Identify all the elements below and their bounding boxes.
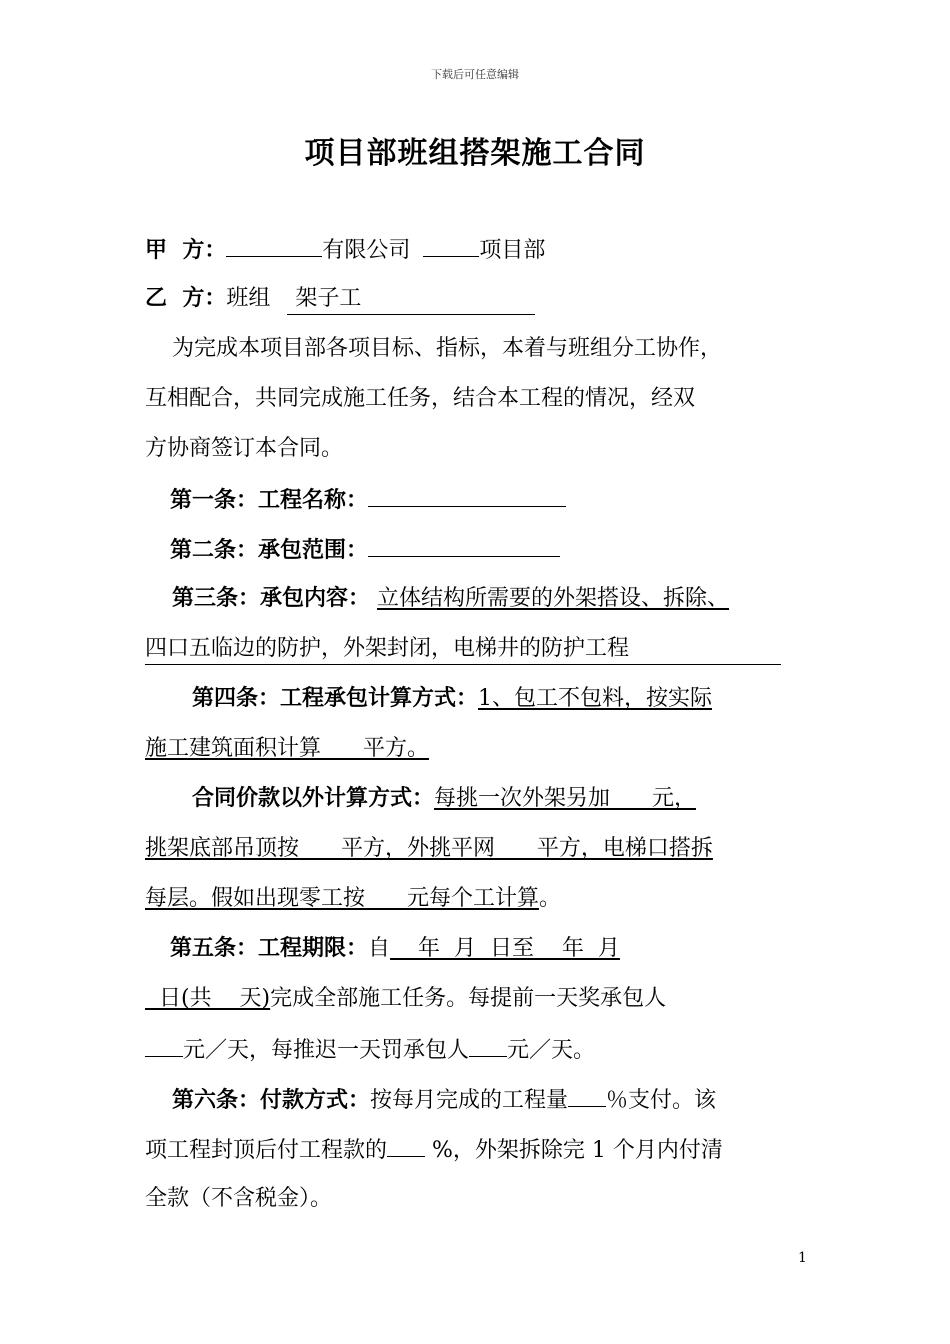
intro-line-2: 互相配合，共同完成施工任务，结合本工程的情况，经双 <box>145 386 696 411</box>
other-pricing-content-3-end: 。 <box>538 886 561 911</box>
party-b-team-prefix: 班组 <box>226 286 271 311</box>
party-b-team-value: 架子工 <box>295 286 362 311</box>
other-pricing-content-2: 挑架底部吊顶按 平方，外挑平网 平方，电梯口搭拆 <box>145 836 713 861</box>
article-5-dates-2: 日(共 天) <box>145 986 271 1011</box>
article-1-blank <box>368 484 566 507</box>
article-4-content-1: 1、包工不包料，按实际 <box>478 686 713 711</box>
article-1-label: 第一条：工程名称： <box>170 488 369 513</box>
party-a-company-blank <box>226 234 322 257</box>
article-5-dates-1: 年 月 日至 年 月 <box>390 936 620 961</box>
article-3-content-1: 立体结构所需要的外架搭设、拆除、 <box>377 586 730 611</box>
other-pricing-label: 合同价款以外计算方式： <box>192 786 435 811</box>
article-3-line-1 <box>172 584 729 614</box>
other-pricing-content-3: 每层。假如出现零工按 元每个工计算 <box>145 886 539 911</box>
article-5-line-2 <box>145 984 666 1014</box>
party-b-team-field <box>287 284 535 315</box>
article-5-reward-blank <box>145 1034 183 1057</box>
other-pricing-content-1: 每挑一次外架另加 元， <box>434 786 696 811</box>
article-5-penalty-blank <box>469 1034 507 1057</box>
party-b-label: 乙 方： <box>145 286 227 311</box>
article-5-text-2: 完成全部施工任务。每提前一天奖承包人 <box>270 986 667 1011</box>
article-4-line-1 <box>192 684 712 714</box>
party-a-project-suffix: 项目部 <box>479 238 546 263</box>
article-4-line-2 <box>145 734 429 764</box>
article-6-text-2b: %，外架拆除完 1 个月内付清 <box>425 1138 723 1163</box>
article-5-text-3a: 元／天，每推迟一天罚承包人 <box>183 1038 470 1063</box>
article-4-content-2: 施工建筑面积计算 平方。 <box>145 736 429 761</box>
article-3-content-2: 四口五临边的防护，外架封闭，电梯井的防护工程 <box>145 636 630 661</box>
article-4-label: 第四条：工程承包计算方式： <box>192 686 479 711</box>
article-3-label: 第三条：承包内容： <box>172 586 371 611</box>
article-5-text-3b: 元／天。 <box>507 1038 596 1063</box>
header-note: 下载后可任意编辑 <box>431 68 519 81</box>
intro-line-1: 为完成本项目部各项目标、指标，本着与班组分工协作， <box>172 336 723 361</box>
article-6-text-1a: 按每月完成的工程量 <box>370 1088 569 1113</box>
article-5-line-1 <box>170 934 620 964</box>
article-6-text-2a: 项工程封顶后付工程款的 <box>145 1138 388 1163</box>
article-5-label: 第五条：工程期限： <box>170 936 369 961</box>
intro-line-3: 方协商签订本合同。 <box>145 436 344 461</box>
article-6-text-1b: ％支付。该 <box>606 1088 717 1113</box>
contract-title: 项目部班组搭架施工合同 <box>304 136 646 171</box>
article-6-percent-blank <box>568 1084 606 1107</box>
party-b-line <box>145 284 535 315</box>
party-a-line <box>145 234 545 266</box>
article-6-label: 第六条：付款方式： <box>172 1088 371 1113</box>
article-2-label: 第二条：承包范围： <box>170 538 369 563</box>
party-a-label: 甲 方： <box>145 238 227 263</box>
article-2-blank <box>368 534 560 557</box>
article-5-prefix: 自 <box>368 936 391 961</box>
article-3-line-2 <box>145 634 781 665</box>
article-2-line <box>170 534 560 566</box>
other-pricing-line-2 <box>145 834 713 864</box>
article-5-line-3 <box>145 1034 595 1066</box>
page-number: 1 <box>798 1250 807 1266</box>
article-6-line-3: 全款（不含税金）。 <box>145 1186 333 1211</box>
other-pricing-line-1 <box>192 784 696 814</box>
article-6-line-1 <box>172 1084 716 1116</box>
other-pricing-line-3 <box>145 884 561 914</box>
article-6-line-2 <box>145 1134 723 1166</box>
article-1-line <box>170 484 566 516</box>
party-a-company-suffix: 有限公司 <box>322 238 411 263</box>
article-6-final-percent-blank <box>387 1134 425 1157</box>
party-a-project-blank <box>423 234 479 257</box>
article-3-content-2-field <box>145 634 781 665</box>
